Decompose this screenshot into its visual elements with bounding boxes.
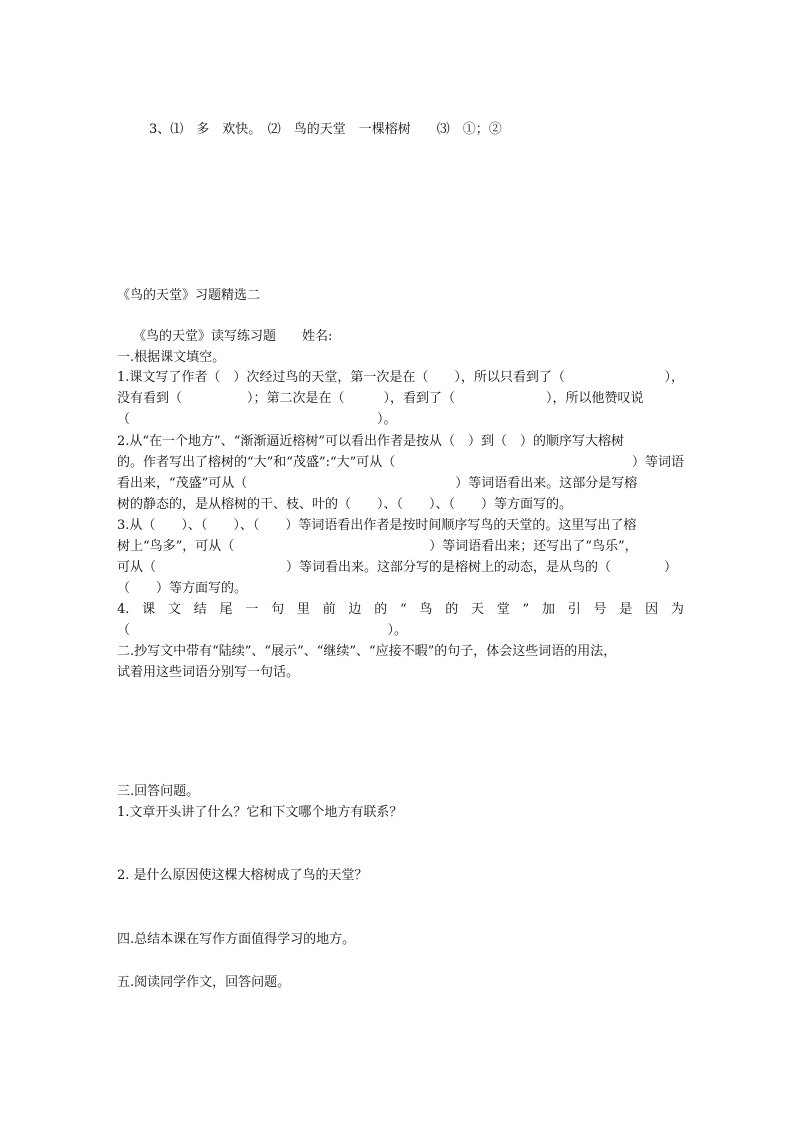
q4-char: 一: [245, 602, 259, 617]
q2-line-3: 看出来，“茂盛”可从（ ）等词语看出来。这部分是写榕: [117, 476, 638, 491]
q4-char: 课: [142, 602, 156, 617]
part4-heading: 四.总结本课在写作方面值得学习的地方。: [117, 932, 356, 947]
q1-line-1-left: 1.课文写了作者（ ）次经过鸟的天堂，第一次是在（ ），所以只看到了（: [117, 370, 565, 385]
q3-line-3-right: ）: [663, 560, 677, 575]
q4-char: 文: [167, 602, 181, 617]
part1-heading: 一.根据课文填空。: [117, 350, 226, 365]
q4-line-1: [117, 601, 684, 619]
q4-line-2-left: （: [117, 623, 131, 638]
q4-char: 的: [374, 602, 388, 617]
section-title: 《鸟的天堂》习题精选二: [117, 288, 261, 303]
q2-line-2-left: 的。作者写出了榕树的“大”和“茂盛”:“大”可从（: [117, 455, 396, 470]
part3-question-2: 2. 是什么原因使这棵大榕树成了鸟的天堂？: [117, 868, 368, 883]
q3-line-3: [117, 559, 677, 577]
part2-heading-line-2: 试着用这些词语分别写一句话。: [117, 665, 300, 680]
q4-line-2: [117, 622, 407, 640]
worksheet-header: 《鸟的天堂》读写练习题 姓名:: [133, 329, 333, 344]
q4-char: 4.: [117, 602, 130, 617]
part3-question-1: 1.文章开头讲了什么？它和下文哪个地方有联系？: [117, 805, 403, 820]
part5-heading: 五.阅读同学作文，回答问题。: [117, 975, 291, 990]
q4-char: 鸟: [419, 602, 433, 617]
q4-char: 为: [670, 602, 684, 617]
q1-line-2: 没有看到（ ）；第二次是在（ ），看到了（ ），所以他赞叹说: [117, 391, 644, 406]
q3-line-4: （ ）等方面写的。: [117, 581, 248, 596]
q4-char: 加: [541, 602, 555, 617]
q2-line-4: 树的静态的，是从榕树的干、枝、叶的（ ）、（ ）、（ ）等方面写的。: [117, 497, 573, 512]
q2-line-1: 2.从“在一个地方”、“渐渐逼近榕树”可以看出作者是按从（ ）到（ ）的顺序写大榕树: [117, 434, 624, 449]
part2-heading-line-1: 二.抄写文中带有“陆续”、“展示”、“继续”、“应接不暇”的句子，体会这些词语的用法，: [117, 644, 617, 659]
q2-line-2: [117, 454, 684, 472]
q4-char: 是: [619, 602, 633, 617]
q4-char: 里: [296, 602, 310, 617]
q4-char: 前: [322, 602, 336, 617]
q3-line-1: 3.从（ ）、（ ）、（ ）等词语看出作者是按时间顺序写鸟的天堂的。这里写出了榕: [117, 518, 637, 533]
q4-char: 尾: [219, 602, 233, 617]
q4-char: 的: [445, 602, 459, 617]
q1-line-1-right: ），: [664, 370, 684, 385]
q4-line-2-right: ）。: [387, 623, 407, 638]
q4-char: 天: [470, 602, 484, 617]
part3-heading: 三.回答问题。: [117, 784, 200, 799]
q4-char: “: [399, 602, 407, 617]
q1-line-3: （ ）。: [117, 412, 397, 427]
q4-char: ”: [522, 602, 530, 617]
q3-line-2: 树上“鸟多”，可从（ ）等词语看出来；还写出了“鸟乐”，: [117, 539, 638, 554]
q4-char: 边: [348, 602, 362, 617]
q4-char: 因: [645, 602, 659, 617]
q4-char: 号: [593, 602, 607, 617]
answer-key-line: 3、⑴ 多 欢快。 ⑵ 鸟的天堂 一棵榕树 ⑶ ①；②: [149, 122, 502, 137]
q4-char: 堂: [496, 602, 510, 617]
q1-line-1: [117, 369, 684, 387]
q4-char: 引: [567, 602, 581, 617]
q3-line-3-left: 可从（ ）等词看出来。这部分写的是榕树上的动态，是从鸟的（: [117, 560, 612, 575]
q2-line-2-right: ）等词语: [631, 455, 684, 470]
q4-char: 句: [271, 602, 285, 617]
q4-char: 结: [193, 602, 207, 617]
